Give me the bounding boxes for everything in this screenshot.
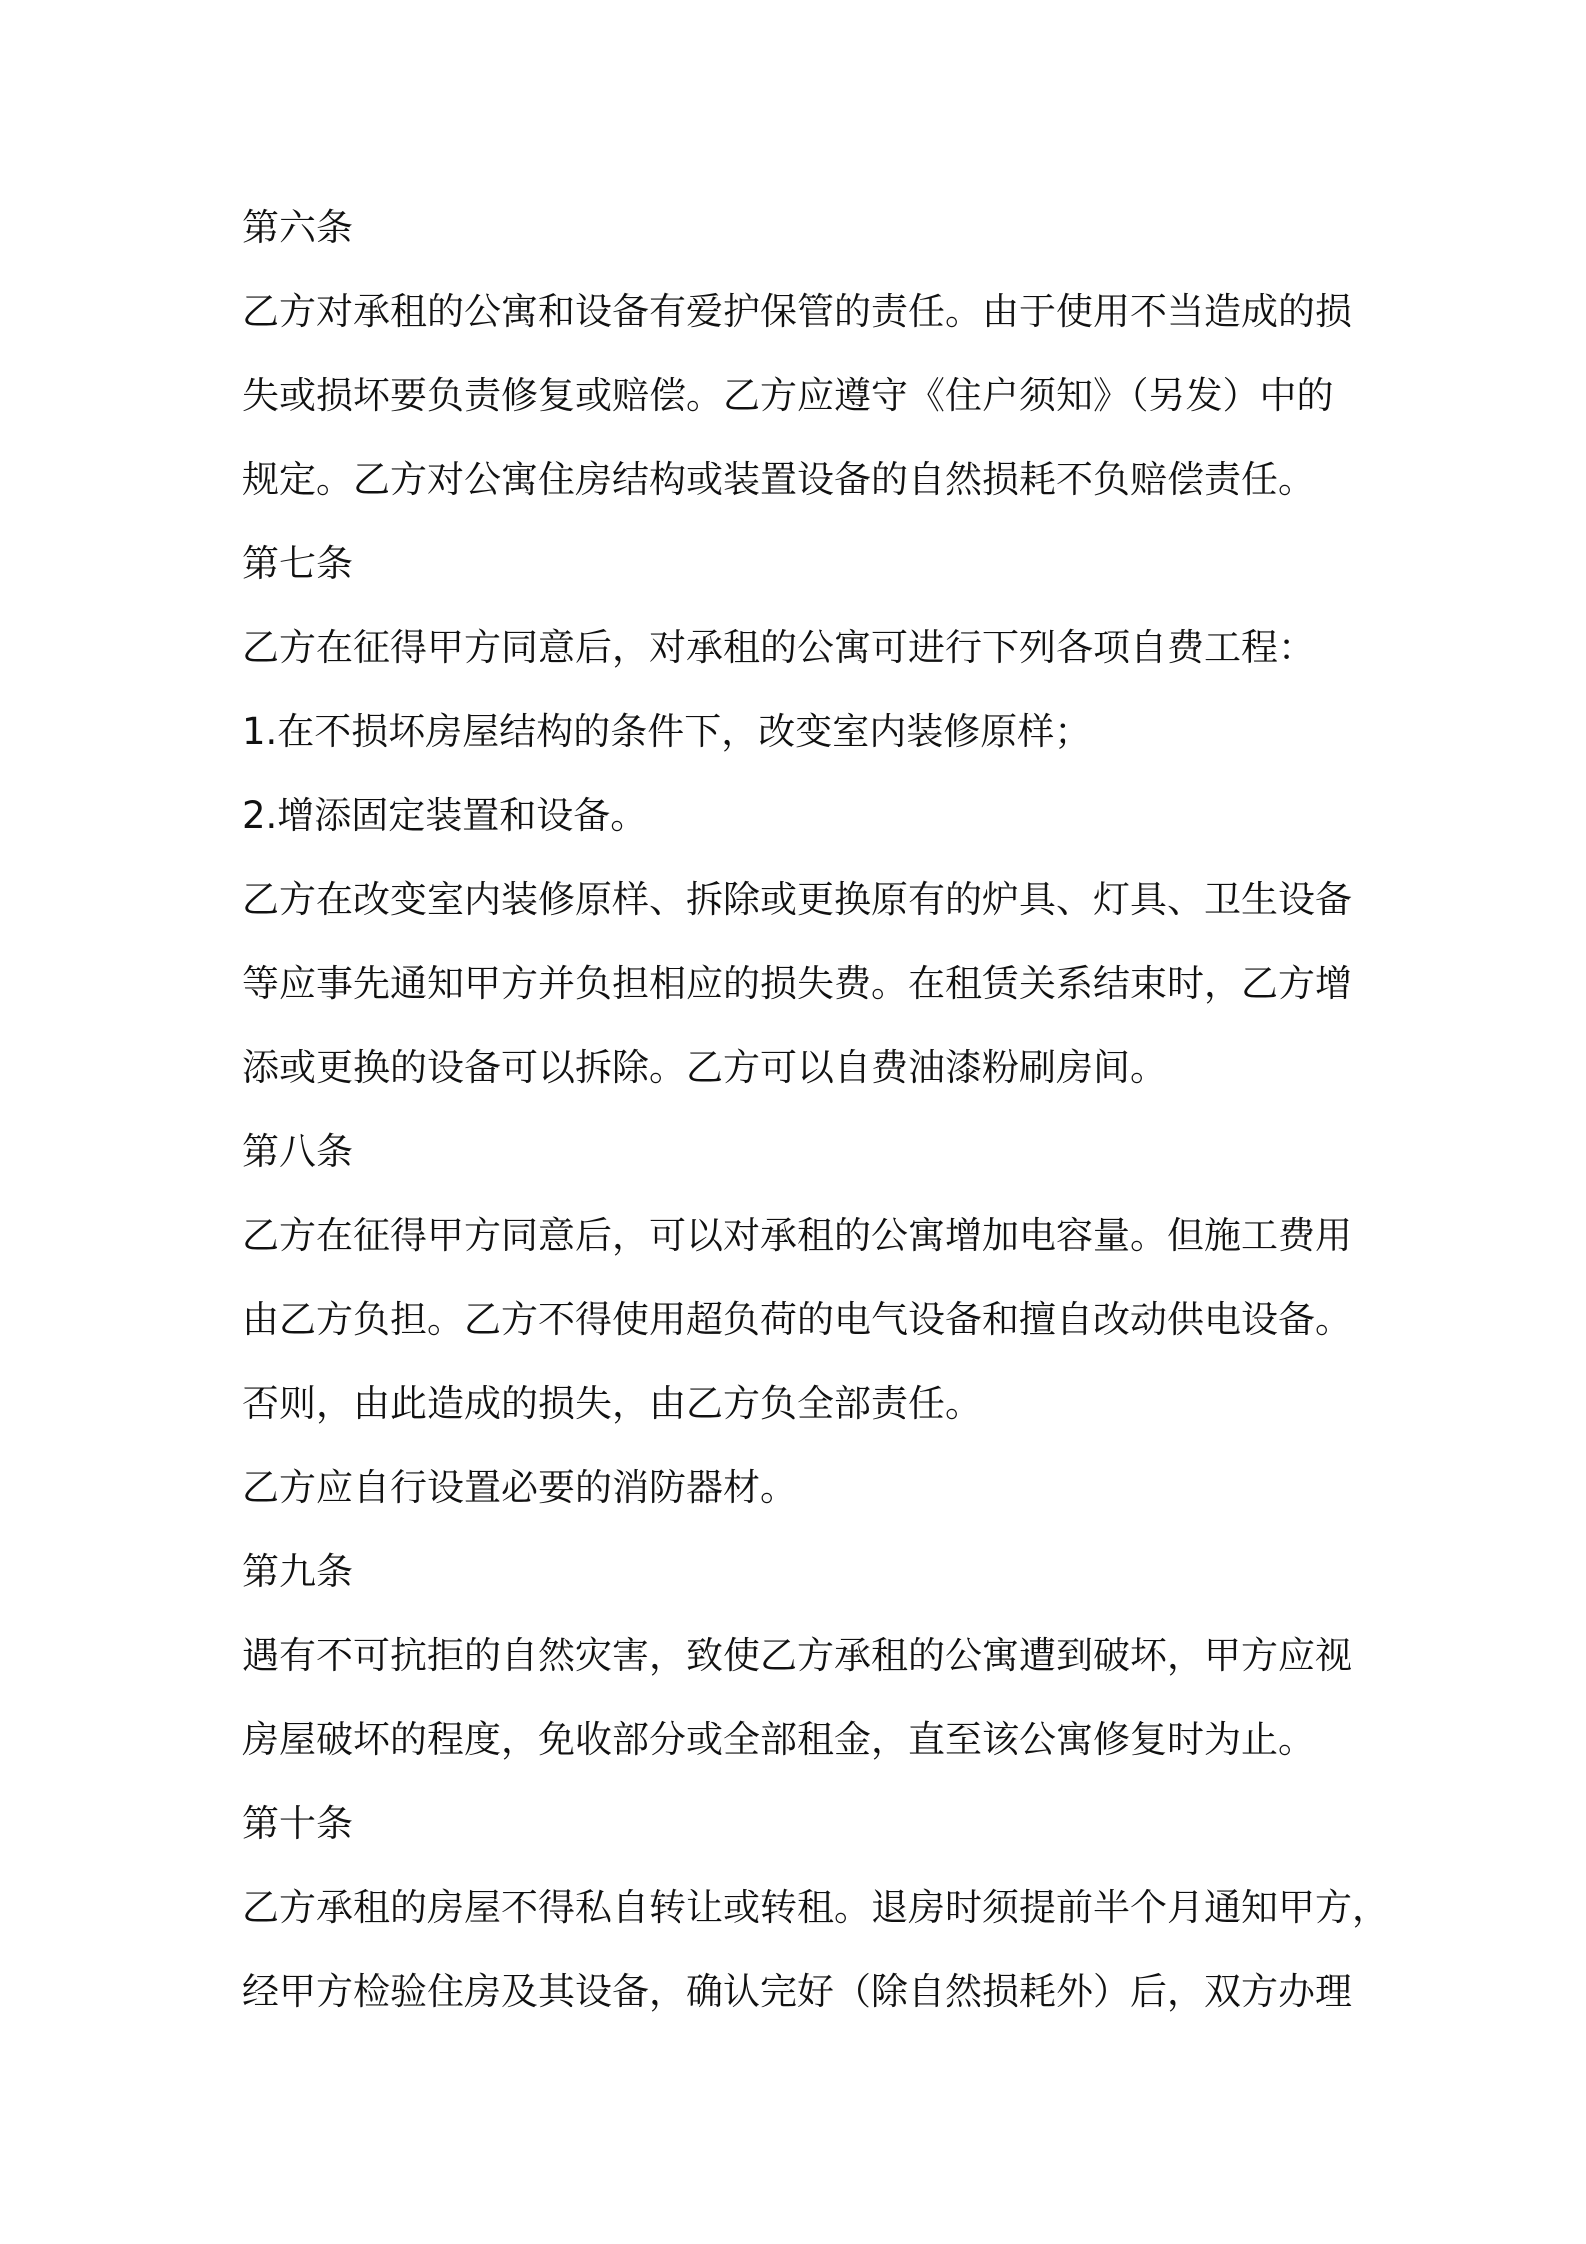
article-7-text-line-2: 乙方在改变室内装修原样、拆除或更换原有的炉具、灯具、卫生设备 xyxy=(242,878,1352,921)
article-9-text-line-1: 遇有不可抗拒的自然灾害，致使乙方承租的公寓遭到破坏，甲方应视 xyxy=(242,1634,1352,1677)
article-8-text-line-1: 乙方在征得甲方同意后，可以对承租的公寓增加电容量。但施工费用 xyxy=(242,1214,1352,1257)
article-10-text-line-2: 经甲方检验住房及其设备，确认完好（除自然损耗外）后，双方办理 xyxy=(242,1970,1352,2013)
article-6-text-line-3: 规定。乙方对公寓住房结构或装置设备的自然损耗不负赔偿责任。 xyxy=(242,458,1315,501)
article-6-heading: 第六条 xyxy=(242,206,353,249)
article-8-text-line-3: 否则，由此造成的损失，由乙方负全部责任。 xyxy=(242,1382,982,1425)
article-10-text-line-1: 乙方承租的房屋不得私自转让或转租。退房时须提前半个月通知甲方， xyxy=(242,1886,1389,1929)
article-7-text-line-3: 等应事先通知甲方并负担相应的损失费。在租赁关系结束时，乙方增 xyxy=(242,962,1352,1005)
article-9-heading: 第九条 xyxy=(242,1550,353,1593)
article-7-text-line-1: 乙方在征得甲方同意后，对承租的公寓可进行下列各项自费工程： xyxy=(242,626,1315,669)
article-6-text-line-1: 乙方对承租的公寓和设备有爱护保管的责任。由于使用不当造成的损 xyxy=(242,290,1352,333)
article-7-item-2: 2.增添固定装置和设备。 xyxy=(242,794,648,837)
article-8-heading: 第八条 xyxy=(242,1130,353,1173)
article-7-heading: 第七条 xyxy=(242,542,353,585)
article-6-text-line-2: 失或损坏要负责修复或赔偿。乙方应遵守《住户须知》（另发）中的 xyxy=(242,374,1334,417)
article-7-text-line-4: 添或更换的设备可以拆除。乙方可以自费油漆粉刷房间。 xyxy=(242,1046,1167,1089)
article-8-text-line-4: 乙方应自行设置必要的消防器材。 xyxy=(242,1466,797,1509)
article-8-text-line-2: 由乙方负担。乙方不得使用超负荷的电气设备和擅自改动供电设备。 xyxy=(242,1298,1352,1341)
article-7-item-1: 1.在不损坏房屋结构的条件下，改变室内装修原样； xyxy=(242,710,1092,753)
article-9-text-line-2: 房屋破坏的程度，免收部分或全部租金，直至该公寓修复时为止。 xyxy=(242,1718,1315,1761)
article-10-heading: 第十条 xyxy=(242,1802,353,1845)
